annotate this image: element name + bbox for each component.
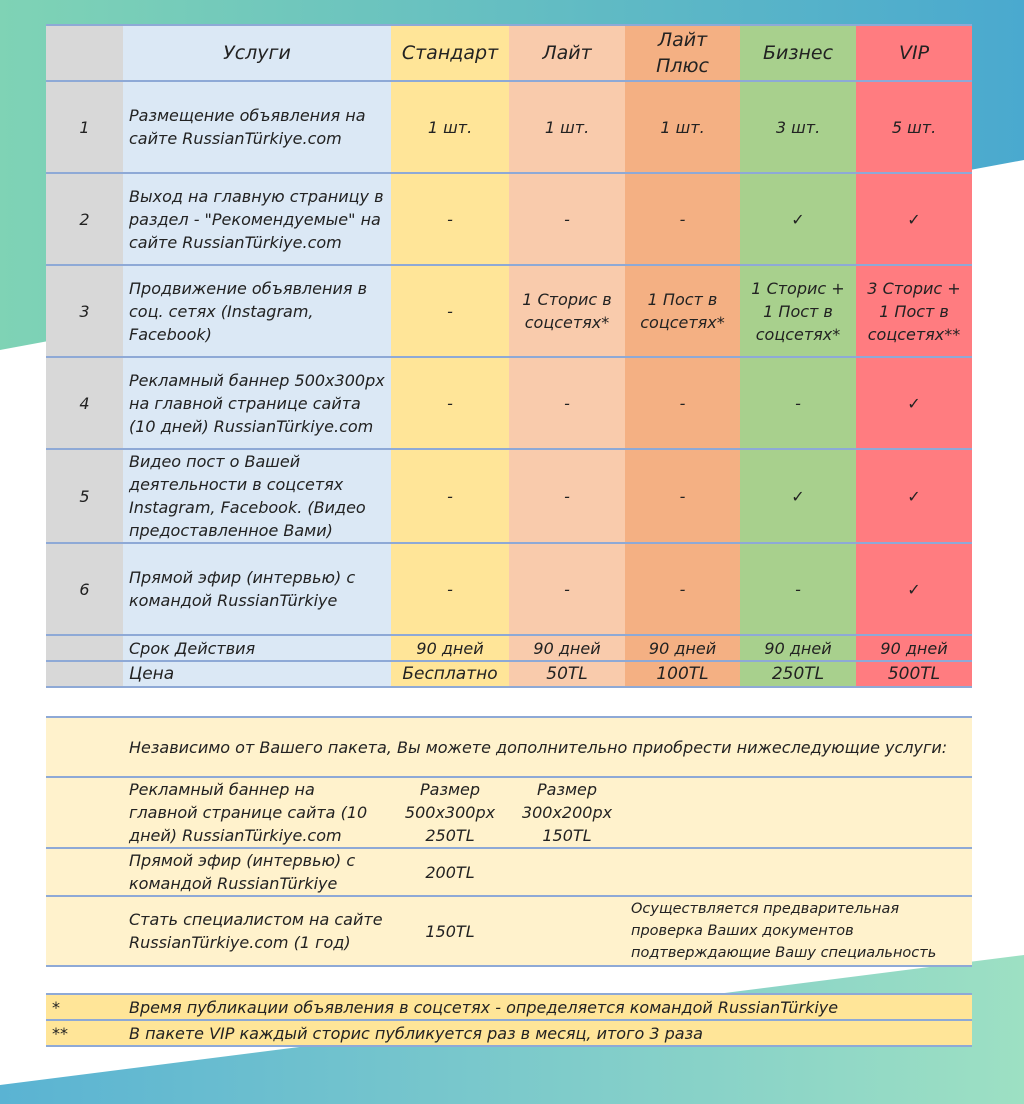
row-number: 3	[46, 265, 123, 357]
footnote-row	[46, 994, 972, 1020]
cell-business: -	[740, 543, 856, 635]
extras-banner-row	[46, 777, 972, 848]
header-services: Услуги	[123, 25, 391, 81]
price-label: Цена	[123, 661, 391, 687]
price-lite-plus: 100TL	[625, 661, 740, 687]
extras-banner-option-1: Размер 500x300px 250TL	[391, 777, 509, 848]
row-service: Размещение объявления на сайте RussianTürkiye.com	[123, 81, 391, 173]
cell-standard: -	[391, 543, 509, 635]
price-vip: 500TL	[856, 661, 972, 687]
cell-standard: -	[391, 449, 509, 543]
cell-business: 1 Сторис + 1 Пост в соцсетях*	[740, 265, 856, 357]
cell-lite-plus: -	[625, 449, 740, 543]
footnote-text: Время публикации объявления в соцсетях - определяется командой RussianTürkiye	[123, 994, 972, 1020]
extras-specialist-note: Осуществляется предварительная проверка Ваших документов подтверждающие Вашу специальность	[625, 896, 972, 966]
header-lite-plus: Лайт Плюс	[625, 25, 740, 81]
table-row	[46, 173, 972, 265]
row-service: Продвижение объявления в соц. сетях (Instagram, Facebook)	[123, 265, 391, 357]
row-service: Рекламный баннер 500x300px на главной странице сайта (10 дней) RussianTürkiye.com	[123, 357, 391, 449]
cell-lite: 1 Сторис в соцсетях*	[509, 265, 625, 357]
cell-lite-plus: -	[625, 543, 740, 635]
check-icon: ✓	[856, 357, 972, 449]
pricing-document	[46, 24, 972, 1047]
price-standard: Бесплатно	[391, 661, 509, 687]
check-icon: ✓	[740, 173, 856, 265]
row-number: 5	[46, 449, 123, 543]
extras-specialist-row	[46, 896, 972, 966]
cell-lite: -	[509, 173, 625, 265]
cell-lite-plus: 1 Пост в соцсетях*	[625, 265, 740, 357]
row-number: 6	[46, 543, 123, 635]
extras-specialist-label: Стать специалистом на сайте RussianTürkiye.com (1 год)	[123, 896, 391, 966]
cell-lite: -	[509, 357, 625, 449]
extras-banner-label: Рекламный баннер на главной странице сайта (10 дней) RussianTürkiye.com	[123, 777, 391, 848]
table-header-row	[46, 25, 972, 81]
table-row	[46, 449, 972, 543]
extras-table	[46, 716, 972, 967]
extras-intro-row	[46, 717, 972, 777]
footnotes-table	[46, 993, 972, 1047]
footnote-text: В пакете VIP каждый сторис публикуется раз в месяц, итого 3 раза	[123, 1020, 972, 1046]
footnote-mark: *	[46, 994, 123, 1020]
check-icon: ✓	[856, 449, 972, 543]
check-icon: ✓	[740, 449, 856, 543]
price-number-cell	[46, 661, 123, 687]
header-lite: Лайт	[509, 25, 625, 81]
header-business: Бизнес	[740, 25, 856, 81]
extras-specialist-price: 150TL	[391, 896, 509, 966]
header-standard: Стандарт	[391, 25, 509, 81]
cell-vip: 5 шт.	[856, 81, 972, 173]
price-lite: 50TL	[509, 661, 625, 687]
cell-business: -	[740, 357, 856, 449]
row-service: Выход на главную страницу в раздел - "Рекомендуемые" на сайте RussianTürkiye.com	[123, 173, 391, 265]
validity-lite: 90 дней	[509, 635, 625, 661]
header-number-cell	[46, 25, 123, 81]
table-row	[46, 543, 972, 635]
header-vip: VIP	[856, 25, 972, 81]
footnote-row	[46, 1020, 972, 1046]
validity-label: Срок Действия	[123, 635, 391, 661]
cell-business: 3 шт.	[740, 81, 856, 173]
cell-lite-plus: 1 шт.	[625, 81, 740, 173]
price-row	[46, 661, 972, 687]
cell-vip: 3 Сторис + 1 Пост в соцсетях**	[856, 265, 972, 357]
extras-intro: Независимо от Вашего пакета, Вы можете дополнительно приобрести нижеследующие услуги:	[123, 717, 972, 777]
check-icon: ✓	[856, 173, 972, 265]
check-icon: ✓	[856, 543, 972, 635]
row-number: 2	[46, 173, 123, 265]
table-row	[46, 265, 972, 357]
table-row	[46, 81, 972, 173]
validity-lite-plus: 90 дней	[625, 635, 740, 661]
validity-vip: 90 дней	[856, 635, 972, 661]
validity-business: 90 дней	[740, 635, 856, 661]
extras-live-row	[46, 848, 972, 896]
cell-lite: -	[509, 449, 625, 543]
extras-live-price: 200TL	[391, 848, 509, 896]
cell-lite-plus: -	[625, 173, 740, 265]
footnote-mark: **	[46, 1020, 123, 1046]
cell-lite: -	[509, 543, 625, 635]
validity-standard: 90 дней	[391, 635, 509, 661]
extras-live-label: Прямой эфир (интервью) с командой RussianTürkiye	[123, 848, 391, 896]
cell-standard: -	[391, 265, 509, 357]
extras-banner-option-2: Размер 300x200px 150TL	[509, 777, 625, 848]
cell-standard: -	[391, 357, 509, 449]
validity-row	[46, 635, 972, 661]
cell-lite-plus: -	[625, 357, 740, 449]
row-service: Видео пост о Вашей деятельности в соцсетях Instagram, Facebook. (Видео предоставленное Вами)	[123, 449, 391, 543]
cell-lite: 1 шт.	[509, 81, 625, 173]
table-row	[46, 357, 972, 449]
pricing-table	[46, 24, 972, 688]
row-number: 1	[46, 81, 123, 173]
row-service: Прямой эфир (интервью) с командой RussianTürkiye	[123, 543, 391, 635]
validity-number-cell	[46, 635, 123, 661]
row-number: 4	[46, 357, 123, 449]
price-business: 250TL	[740, 661, 856, 687]
cell-standard: -	[391, 173, 509, 265]
cell-standard: 1 шт.	[391, 81, 509, 173]
